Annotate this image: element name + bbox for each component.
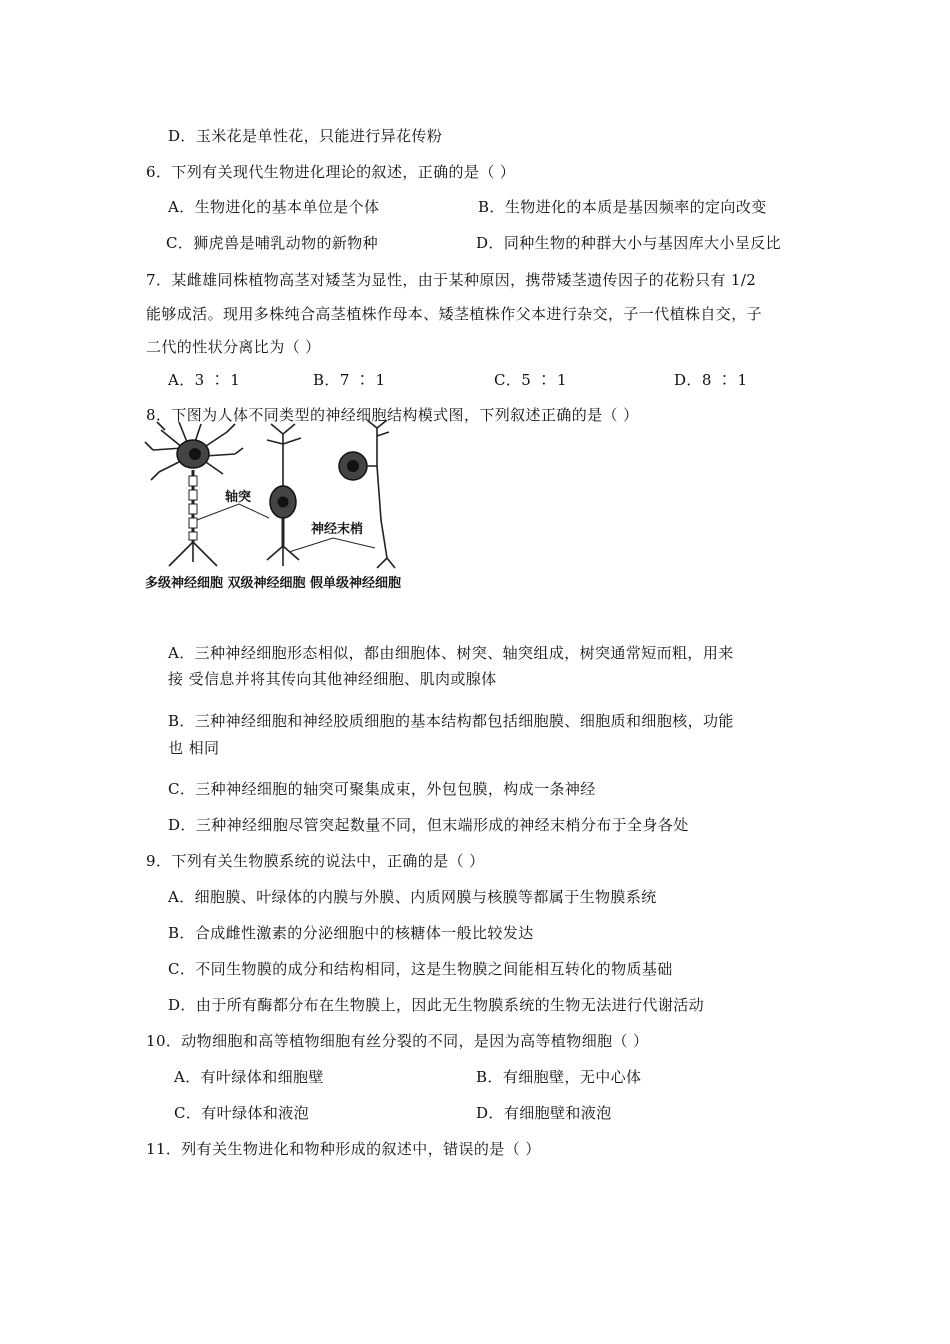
pseudounipolar-nucleus-icon xyxy=(347,460,359,472)
q10-stem: 10．动物细胞和高等植物细胞有丝分裂的不同，是因为高等植物细胞（ ） xyxy=(146,1032,649,1050)
q9-option-c: C．不同生物膜的成分和结构相同，这是生物膜之间能相互转化的物质基础 xyxy=(168,960,673,978)
bipolar-nucleus-icon xyxy=(278,497,289,508)
q6-option-b: B．生物进化的本质是基因频率的定向改变 xyxy=(478,198,767,216)
q11-stem: 11．列有关生物进化和物种形成的叙述中，错误的是（ ） xyxy=(146,1140,541,1158)
q8-option-d: D．三种神经细胞尽管突起数量不同，但末端形成的神经末梢分布于全身各处 xyxy=(168,816,689,834)
label-axon: 轴突 xyxy=(225,490,252,505)
neuron-diagram-svg xyxy=(143,420,463,570)
label-nerve-terminal: 神经末梢 xyxy=(311,522,364,537)
q8-option-b-line1: B．三种神经细胞和神经胶质细胞的基本结构都包括细胞膜、细胞质和细胞核，功能 xyxy=(168,712,734,730)
q9-option-b: B．合成雌性激素的分泌细胞中的核糖体一般比较发达 xyxy=(168,924,534,942)
q8-option-a-line2: 接 受信息并将其传向其他神经细胞、肌肉或腺体 xyxy=(168,670,497,688)
q10-option-d: D．有细胞壁和液泡 xyxy=(476,1104,612,1122)
q6-option-c: C．狮虎兽是哺乳动物的新物种 xyxy=(166,234,379,252)
q9-option-a: A．细胞膜、叶绿体的内膜与外膜、内质网膜与核膜等都属于生物膜系统 xyxy=(168,888,657,906)
q8-option-c: C．三种神经细胞的轴突可聚集成束，外包包膜，构成一条神经 xyxy=(168,780,596,798)
q7-option-d: D．8 ∶ 1 xyxy=(674,371,748,389)
q9-stem: 9．下列有关生物膜系统的说法中，正确的是（ ） xyxy=(146,852,485,870)
q6-stem: 6．下列有关现代生物进化理论的叙述，正确的是（ ） xyxy=(146,163,516,181)
q9-option-d: D．由于所有酶都分布在生物膜上，因此无生物膜系统的生物无法进行代谢活动 xyxy=(168,996,705,1014)
q7-stem-line2: 能够成活。现用多株纯合高茎植株作母本、矮茎植株作父本进行杂交，子一代植株自交，子 xyxy=(146,305,763,323)
q6-option-d: D．同种生物的种群大小与基因库大小呈反比 xyxy=(476,234,782,252)
q6-option-a: A．生物进化的基本单位是个体 xyxy=(168,198,380,216)
pseudounipolar-neuron-icon xyxy=(367,420,395,568)
q8-option-a-line1: A．三种神经细胞形态相似，都由细胞体、树突、轴突组成，树突通常短而粗，用来 xyxy=(168,644,734,662)
q8-stem: 8．下图为人体不同类型的神经细胞结构模式图，下列叙述正确的是（ ） xyxy=(146,406,639,424)
q10-option-c: C．有叶绿体和液泡 xyxy=(174,1104,310,1122)
figure-caption: 多级神经细胞 双级神经细胞 假单级神经细胞 xyxy=(145,576,402,591)
q8-option-b-line2: 也 相同 xyxy=(168,739,220,757)
q7-option-a: A．3 ∶ 1 xyxy=(168,371,241,389)
q10-option-b: B．有细胞壁，无中心体 xyxy=(476,1068,642,1086)
q5-option-d: D．玉米花是单性花，只能进行异花传粉 xyxy=(168,127,443,145)
q7-stem-line3: 二代的性状分离比为（ ） xyxy=(146,338,321,356)
neuron-diagram xyxy=(143,420,463,595)
q7-stem-line1: 7．某雌雄同株植物高茎对矮茎为显性，由于某种原因，携带矮茎遗传因子的花粉只有 1/2 xyxy=(146,271,757,289)
q7-option-c: C．5 ∶ 1 xyxy=(494,371,567,389)
q7-option-b: B．7 ∶ 1 xyxy=(313,371,386,389)
multipolar-nucleus-icon xyxy=(189,448,201,460)
q10-option-a: A．有叶绿体和细胞壁 xyxy=(174,1068,324,1086)
